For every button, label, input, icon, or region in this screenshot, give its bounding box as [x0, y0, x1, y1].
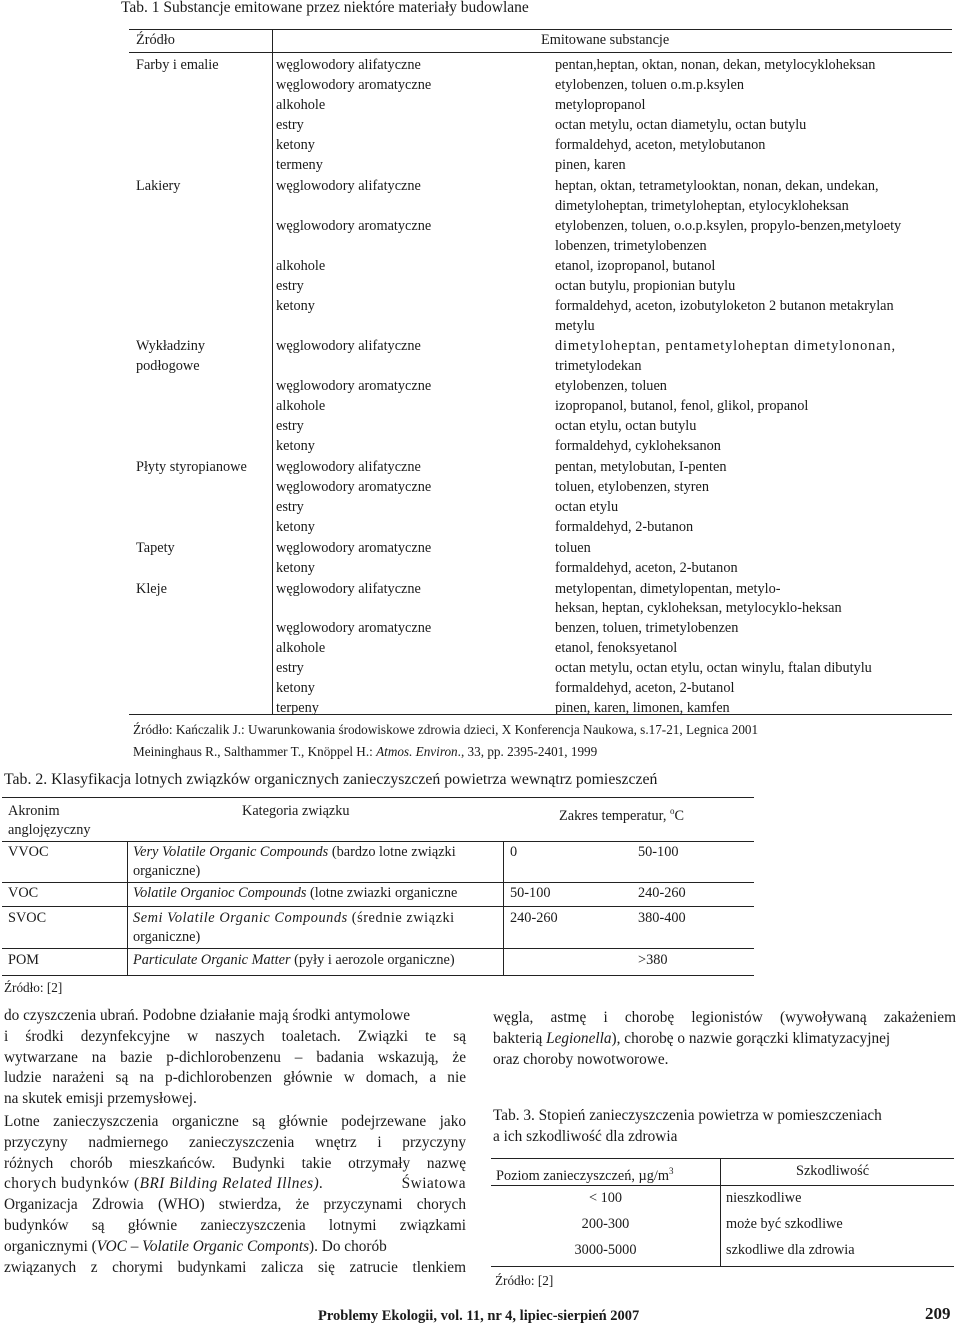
- body-line: [4, 1174, 466, 1195]
- source-note-journal: Atmos. Environ: [376, 744, 458, 759]
- table1-substance-cell: formaldehyd, aceton, metylobutanon: [555, 137, 766, 153]
- body-line: przyczyny nadmiernego zanieczyszczenia wnętrz i przyczyny: [4, 1133, 466, 1151]
- table1-substance-cell: metylu: [555, 318, 595, 334]
- table1-substance-cell: heptan, oktan, tetrametylooktan, nonan, dekan, undekan,: [555, 178, 879, 194]
- table3-level: < 100: [588, 1190, 623, 1206]
- category-en: Semi Volatile Organic Compounds: [133, 910, 348, 926]
- table2-max: 380-400: [638, 910, 686, 926]
- body-line: do czyszczenia ubrań. Podobne działanie mają środki antymolowe: [4, 1007, 411, 1024]
- body-line: [4, 1237, 466, 1258]
- table1-class-cell: węglowodory aromatyczne: [276, 479, 432, 495]
- table1-source-note-2: [133, 743, 597, 761]
- table1-substance-cell: metylopentan, dimetylopentan, metylo-: [555, 581, 781, 597]
- table2-row-rule: [2, 948, 754, 949]
- body-line: związanych z chorymi budynkami zalicza się zatrucie tlenkiem: [4, 1258, 466, 1276]
- table1-substance-cell: octan metylu, octan etylu, octan winylu, ftalan dibutylu: [555, 660, 872, 676]
- table1-substance-cell: formaldehyd, aceton, izobutyloketon 2 butanon metakrylan: [555, 298, 894, 314]
- body-line: ludzie narażeni są na p-dichlorobenzen głównie w domach, a nie: [4, 1069, 466, 1087]
- footer-journal: Problemy Ekologii, vol. 11, nr 4, lipiec-sierpień 2007: [318, 1308, 640, 1324]
- table1-substance-cell: pentan, metylobutan, I-penten: [555, 459, 727, 475]
- table1-class-cell: estry: [276, 117, 304, 133]
- category-pl: (pyły i aerozole organiczne): [290, 952, 455, 968]
- table2-acronym: VOC: [8, 885, 39, 901]
- body-italic: VOC – Volatile Organic Componts: [96, 1237, 310, 1255]
- body-text: Światowa: [401, 1175, 466, 1193]
- table1-substance-cell: pinen, karen, limonen, kamfen: [555, 700, 730, 716]
- table2-header-temp: [559, 802, 684, 827]
- body-line: i środki dezynfekcyjne w naszych toaletach. Związki te są: [4, 1027, 466, 1045]
- table1-source-cell: Farby i emalie: [136, 57, 219, 73]
- table1-substance-cell: izopropanol, butanol, fenol, glikol, propanol: [555, 398, 809, 414]
- table1-class-cell: ketony: [276, 680, 315, 696]
- table2-source: Źródło: [2]: [4, 980, 63, 995]
- table2-category-cont: organiczne): [133, 929, 201, 945]
- table2-category: [133, 884, 457, 904]
- table1-class-cell: termeny: [276, 157, 323, 173]
- table1-class-cell: węglowodory alifatyczne: [276, 338, 421, 354]
- table1-class-cell: węglowodory aromatyczne: [276, 77, 432, 93]
- table1-substance-cell: octan metylu, octan diametylu, octan butylu: [555, 117, 807, 133]
- table1-source-cell: Wykładziny podłogowe: [136, 338, 206, 374]
- table2-min: 240-260: [510, 910, 558, 926]
- category-en: Particulate Organic Matter: [133, 952, 291, 968]
- table1-substance-cell: etylobenzen, toluen: [555, 378, 667, 394]
- table2-header-acronym: Akronim: [8, 803, 60, 819]
- table1-class-cell: terpeny: [276, 700, 319, 716]
- body-italic: Legionella: [546, 1029, 612, 1047]
- table1-class-cell: węglowodory aromatyczne: [276, 378, 432, 394]
- body-line: Organizacja Zdrowia (WHO) stwierdza, że przyczynami chorych: [4, 1196, 466, 1214]
- table2-header-category: Kategoria związku: [242, 803, 350, 819]
- table1-header-rule: [129, 52, 952, 53]
- table1-class-cell: węglowodory alifatyczne: [276, 459, 421, 475]
- table3-level: 200-300: [581, 1216, 630, 1232]
- table1-top-rule: [129, 29, 952, 30]
- body-line: węgla, astmę i chorobę legionistów (wywoływaną zakażeniem: [493, 1009, 956, 1026]
- body-text-span: [4, 1237, 387, 1258]
- table1-substance-cell: heksan, heptan, cykloheksan, metylocyklo-heksan: [555, 600, 842, 616]
- category-en: Volatile Organioc Compounds: [133, 885, 307, 901]
- table1-substance-cell: formaldehyd, aceton, 2-butanol: [555, 680, 735, 696]
- body-right-column: [493, 1008, 956, 1070]
- body-line: różnych chorób mieszkańców. Budynki takie otrzymały nazwę: [4, 1154, 466, 1172]
- unit-exponent: 3: [668, 1166, 674, 1176]
- body-text: bakterią: [493, 1029, 547, 1047]
- table1-substance-cell: dimetyloheptan, pentametyloheptan dimetylononan,: [555, 338, 896, 354]
- body-text: organicznymi (: [4, 1237, 97, 1255]
- table1-caption: Tab. 1 Substancje emitowane przez niektóre materiały budowlane: [121, 0, 529, 16]
- table1-class-cell: węglowodory aromatyczne: [276, 540, 432, 556]
- table2-caption: Tab. 2. Klasyfikacja lotnych związków organicznych zanieczyszczeń powietrza wewnątrz pomieszczeń: [4, 771, 658, 788]
- table2-max: >380: [638, 952, 668, 968]
- table2-acronym: VVOC: [8, 844, 49, 860]
- body-text-span: [4, 1174, 324, 1195]
- table1-class-cell: alkohole: [276, 398, 326, 414]
- table2-min: 50-100: [510, 885, 551, 901]
- table1-bottom-rule: [129, 714, 952, 715]
- table1-class-cell: estry: [276, 278, 304, 294]
- table1-source-cell: Płyty styropianowe: [136, 459, 247, 475]
- table2-acronym: SVOC: [8, 910, 47, 926]
- table3-header-rule: [491, 1185, 954, 1186]
- table1-class-cell: alkohole: [276, 258, 326, 274]
- table3-col-divider: [720, 1158, 721, 1267]
- table3-bottom-rule: [491, 1266, 954, 1267]
- table2-bottom-rule: [2, 975, 754, 976]
- table1-source-cell: Tapety: [136, 540, 175, 556]
- body-line: oraz choroby nowotworowe.: [493, 1050, 669, 1068]
- table1-substance-cell: lobenzen, trimetylobenzen: [555, 238, 707, 254]
- table2-min: 0: [510, 844, 518, 860]
- table1-source-cell: Lakiery: [136, 178, 181, 194]
- source-note-pages: ., 33, pp. 2395-2401, 1999: [457, 744, 598, 759]
- body-line: budynków są głównie zanieczyszczenia lotnymi związkami: [4, 1216, 466, 1234]
- table1-class-cell: ketony: [276, 560, 315, 576]
- table3-caption: Tab. 3. Stopień zanieczyszczenia powietrza w pomieszczeniach: [493, 1107, 882, 1124]
- table2-category: [133, 843, 456, 863]
- category-pl: (średnie związki: [347, 910, 455, 926]
- table3-header-level: [496, 1162, 673, 1187]
- level-header-label: Poziom zanieczyszczeń, µg/m: [496, 1167, 669, 1184]
- table2-category: [133, 909, 455, 929]
- table1-class-cell: alkohole: [276, 640, 326, 656]
- body-italic: BRI Bilding Related Illnes).: [139, 1175, 324, 1193]
- table1-substance-cell: octan etylu: [555, 499, 619, 515]
- table1-class-cell: estry: [276, 499, 304, 515]
- temp-header-label: Zakres temperatur,: [559, 807, 670, 824]
- table2-col-divider-1: [127, 841, 128, 975]
- body-text: ). Do chorób: [309, 1237, 387, 1255]
- table1-class-cell: alkohole: [276, 97, 326, 113]
- body-line: na skutek emisji przemysłowej.: [4, 1090, 197, 1108]
- table2-col-divider-2: [503, 841, 504, 975]
- source-note-authors: Meininghaus R., Salthammer T., Knöppel H.:: [133, 744, 377, 759]
- table1-class-cell: węglowodory alifatyczne: [276, 581, 421, 597]
- table1-header-source: Źródło: [136, 32, 175, 48]
- table1-substance-cell: formaldehyd, aceton, 2-butanon: [555, 560, 738, 576]
- table1-class-cell: ketony: [276, 438, 315, 454]
- table2-row-rule: [2, 906, 754, 907]
- table1-class-cell: ketony: [276, 298, 315, 314]
- table1-col-divider: [272, 29, 273, 714]
- table1-class-cell: estry: [276, 660, 304, 676]
- degree-sign: o: [669, 806, 675, 816]
- table2-header-acronym-2: anglojęzyczny: [8, 822, 91, 838]
- table1-substance-cell: etanol, fenoksyetanol: [555, 640, 678, 656]
- table1-source-note: Źródło: Kańczalik J.: Uwarunkowania środowiskowe zdrowia dzieci, X Konferencja Naukowa, s.17-21, Legnica 2001: [133, 722, 759, 737]
- body-line: wytwarzane na bazie p-dichlorobenzenu – badania wskazują, że: [4, 1048, 466, 1066]
- category-en: Very Volatile Organic Compounds: [133, 844, 329, 860]
- table1-substance-cell: etylobenzen, toluen o.m.p.ksylen: [555, 77, 744, 93]
- table1-class-cell: węglowodory alifatyczne: [276, 178, 421, 194]
- table2-row-rule: [2, 882, 754, 883]
- table1-substance-cell: trimetylodekan: [555, 358, 642, 374]
- table2-acronym: POM: [8, 952, 39, 968]
- table1-substance-cell: benzen, toluen, trimetylobenzen: [555, 620, 739, 636]
- page-number: 209: [925, 1304, 951, 1323]
- table1-class-cell: węglowodory alifatyczne: [276, 57, 421, 73]
- table1-header-substances: Emitowane substancje: [541, 32, 670, 48]
- table1-substance-cell: pentan,heptan, oktan, nonan, dekan, metylocykloheksan: [555, 57, 876, 73]
- table1-class-cell: ketony: [276, 137, 315, 153]
- category-pl: (lotne zwiazki organiczne: [306, 885, 458, 901]
- table1-substance-cell: formaldehyd, cykloheksanon: [555, 438, 721, 454]
- table3-top-rule: [491, 1158, 954, 1159]
- table2-max: 240-260: [638, 885, 686, 901]
- table3-harm: szkodliwe dla zdrowia: [726, 1242, 855, 1258]
- temp-unit: C: [674, 807, 685, 824]
- table1-substance-cell: metylopropanol: [555, 97, 646, 113]
- table3-harm: nieszkodliwe: [726, 1190, 802, 1206]
- table3-caption-2: a ich szkodliwość dla zdrowia: [493, 1128, 678, 1145]
- table2-category: [133, 951, 455, 971]
- table1-substance-cell: octan etylu, octan butylu: [555, 418, 697, 434]
- table1-substance-cell: formaldehyd, 2-butanon: [555, 519, 694, 535]
- table3-source: Źródło: [2]: [495, 1273, 554, 1288]
- table3-level: 3000-5000: [574, 1242, 637, 1258]
- table2-top-rule: [2, 797, 754, 798]
- table1-class-cell: węglowodory aromatyczne: [276, 218, 432, 234]
- body-left-column: [4, 1006, 466, 1278]
- table1-substance-cell: etylobenzen, toluen, o.o.p.ksylen, propylo-benzen,metyloety: [555, 218, 902, 234]
- table1-class-cell: ketony: [276, 519, 315, 535]
- table1-substance-cell: toluen, etylobenzen, styren: [555, 479, 710, 495]
- table1-class-cell: węglowodory aromatyczne: [276, 620, 432, 636]
- table1-substance-cell: pinen, karen: [555, 157, 626, 173]
- table2-category-cont: organiczne): [133, 863, 201, 879]
- table1-substance-cell: dimetyloheptan, trimetyloheptan, etylocykloheksan: [555, 198, 849, 214]
- table1-substance-cell: octan butylu, propionian butylu: [555, 278, 736, 294]
- table2-header-rule: [2, 841, 754, 842]
- category-pl: (bardzo lotne związki: [328, 844, 456, 860]
- table2-max: 50-100: [638, 844, 679, 860]
- body-line: [493, 1029, 956, 1050]
- body-line: Lotne zanieczyszczenia organiczne są głównie podejrzewane jako: [4, 1112, 466, 1130]
- table3-harm: może być szkodliwe: [726, 1216, 843, 1232]
- table1-substance-cell: toluen: [555, 540, 591, 556]
- table1-class-cell: estry: [276, 418, 304, 434]
- body-text: chorych budynków (: [4, 1175, 140, 1193]
- body-text: ), chorobę o nazwie gorączki klimatyzacyjnej: [611, 1029, 891, 1047]
- table1-substance-cell: etanol, izopropanol, butanol: [555, 258, 716, 274]
- table1-source-cell: Kleje: [136, 581, 167, 597]
- table3-header-harm: Szkodliwość: [796, 1163, 870, 1179]
